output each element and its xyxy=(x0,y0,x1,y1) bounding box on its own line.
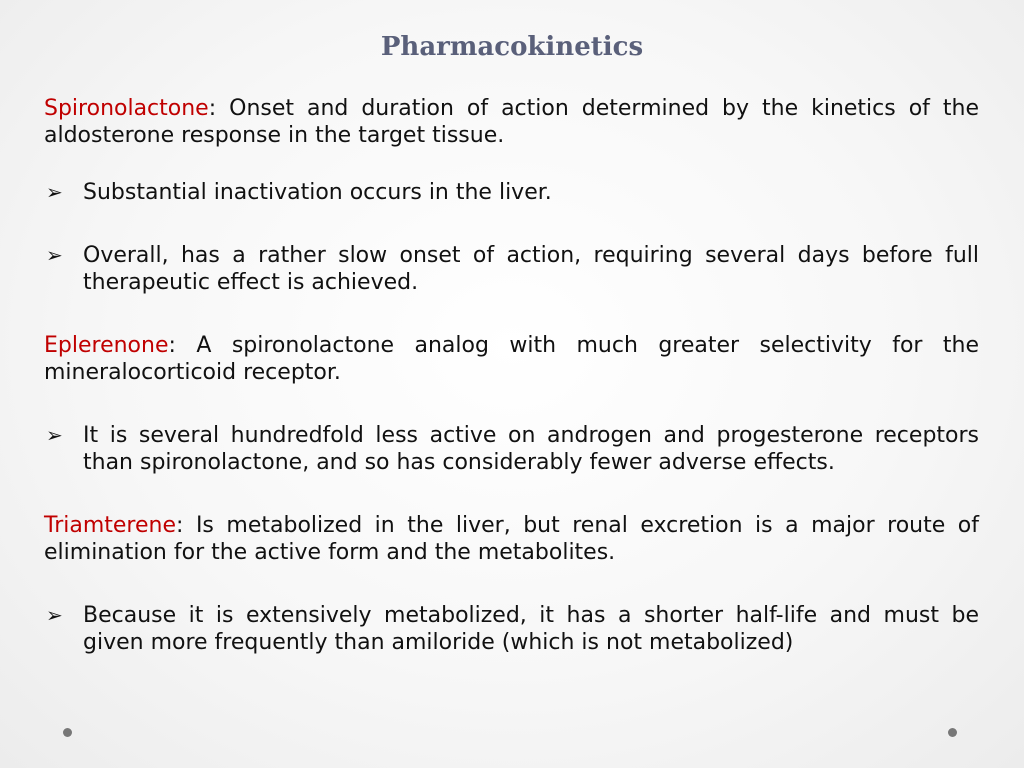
bullet-item xyxy=(44,602,979,656)
bullet-text: Substantial inactivation occurs in the liver. xyxy=(83,180,552,205)
arrow-bullet-icon: ➢ xyxy=(46,423,63,447)
decorative-dot-right xyxy=(948,728,957,737)
bullet-text: Overall, has a rather slow onset of action, requiring several days before full therapeutic effect is achieved. xyxy=(83,243,979,295)
slide-title: Pharmacokinetics xyxy=(380,32,644,62)
slide-content xyxy=(44,95,979,692)
bullet-item xyxy=(44,242,979,296)
spironolactone-text: : Onset and duration of action determined by the kinetics of the aldosterone response in the target tissue. xyxy=(44,96,979,148)
decorative-dot-left xyxy=(63,728,72,737)
bullet-item xyxy=(44,179,979,206)
triamterene-text: : Is metabolized in the liver, but renal excretion is a major route of elimination for the active form and the metabolites. xyxy=(44,513,979,565)
arrow-bullet-icon: ➢ xyxy=(46,180,63,204)
spironolactone-paragraph xyxy=(44,95,979,149)
bullet-item xyxy=(44,422,979,476)
triamterene-term: Triamterene xyxy=(44,513,177,538)
bullet-text: Because it is extensively metabolized, it has a shorter half-life and must be given more frequently than amiloride (which is not metabolized) xyxy=(83,603,979,655)
arrow-bullet-icon: ➢ xyxy=(46,243,63,267)
eplerenone-text: : A spironolactone analog with much greater selectivity for the mineralocorticoid receptor. xyxy=(44,333,979,385)
arrow-bullet-icon: ➢ xyxy=(46,603,63,627)
eplerenone-term: Eplerenone xyxy=(44,333,169,358)
bullet-text: It is several hundredfold less active on androgen and progesterone receptors than spironolactone, and so has considerably fewer adverse effects. xyxy=(83,423,979,475)
eplerenone-paragraph xyxy=(44,332,979,386)
triamterene-paragraph xyxy=(44,512,979,566)
spironolactone-term: Spironolactone xyxy=(44,96,209,121)
